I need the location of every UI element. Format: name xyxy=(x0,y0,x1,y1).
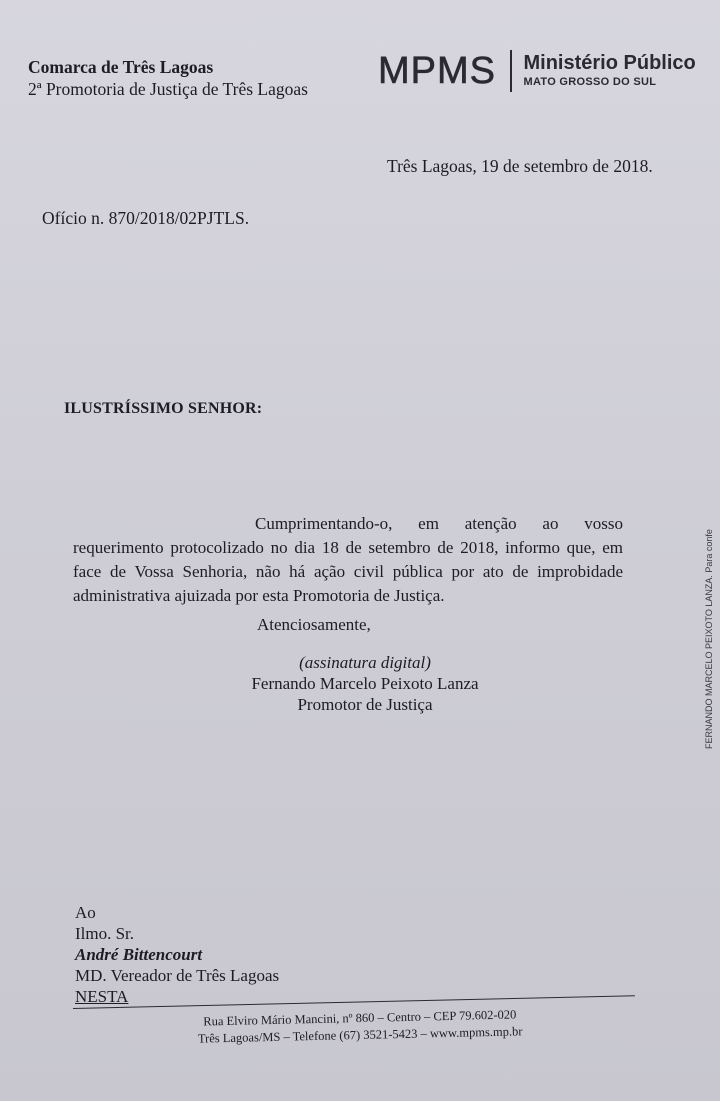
footer-address: Rua Elviro Mário Mancini, nº 860 – Centro – CEP 79.602-020 xyxy=(203,1007,517,1029)
logo-org-name: Ministério Público xyxy=(523,52,696,74)
salutation: ILUSTRÍSSIMO SENHOR: xyxy=(64,400,263,417)
addressee-block xyxy=(75,902,279,1007)
date-line: Três Lagoas, 19 de setembro de 2018. xyxy=(387,156,653,176)
body-paragraph xyxy=(73,512,623,608)
addressee-line-ao: Ao xyxy=(75,903,96,922)
closing: Atenciosamente, xyxy=(257,615,371,634)
logo-org xyxy=(524,52,696,90)
side-stamp-text: FERNANDO MARCELO PEIXOTO LANZA. Para confe xyxy=(704,529,714,749)
body-text: Cumprimentando-o, em atenção ao vosso requerimento protocolizado no dia 18 de setembro de 2018, informo que, em face de Vossa Senhoria, não há ação civil pública por ato de improbidade administrativa ajuizada por esta Promotoria de Justiça. xyxy=(73,514,623,605)
digital-signature-stamp xyxy=(704,490,718,750)
logo-org-state: MATO GROSSO DO SUL xyxy=(523,76,657,88)
footer xyxy=(180,1006,541,1048)
court-name: Comarca de Três Lagoas xyxy=(28,57,214,77)
office-name: 2ª Promotoria de Justiça de Três Lagoas xyxy=(28,79,308,99)
addressee-name: André Bittencourt xyxy=(75,945,203,964)
addressee-role: MD. Vereador de Três Lagoas xyxy=(75,966,280,985)
signature-note: (assinatura digital) xyxy=(299,653,431,672)
signer-name: Fernando Marcelo Peixoto Lanza xyxy=(251,674,479,693)
logo-mark: MPMS xyxy=(378,49,496,92)
mpms-logo xyxy=(378,46,696,96)
addressee-nesta: NESTA xyxy=(75,987,129,1006)
letterhead-left xyxy=(28,56,308,100)
addressee-line-ilmo: Ilmo. Sr. xyxy=(75,924,135,943)
signer-title: Promotor de Justiça xyxy=(297,695,433,714)
footer-contact: Três Lagoas/MS – Telefone (67) 3521-5423 – www.mpms.mp.br xyxy=(197,1024,523,1046)
logo-divider xyxy=(510,50,512,92)
signature-block xyxy=(200,652,530,715)
document-reference: Ofício n. 870/2018/02PJTLS. xyxy=(42,208,250,228)
